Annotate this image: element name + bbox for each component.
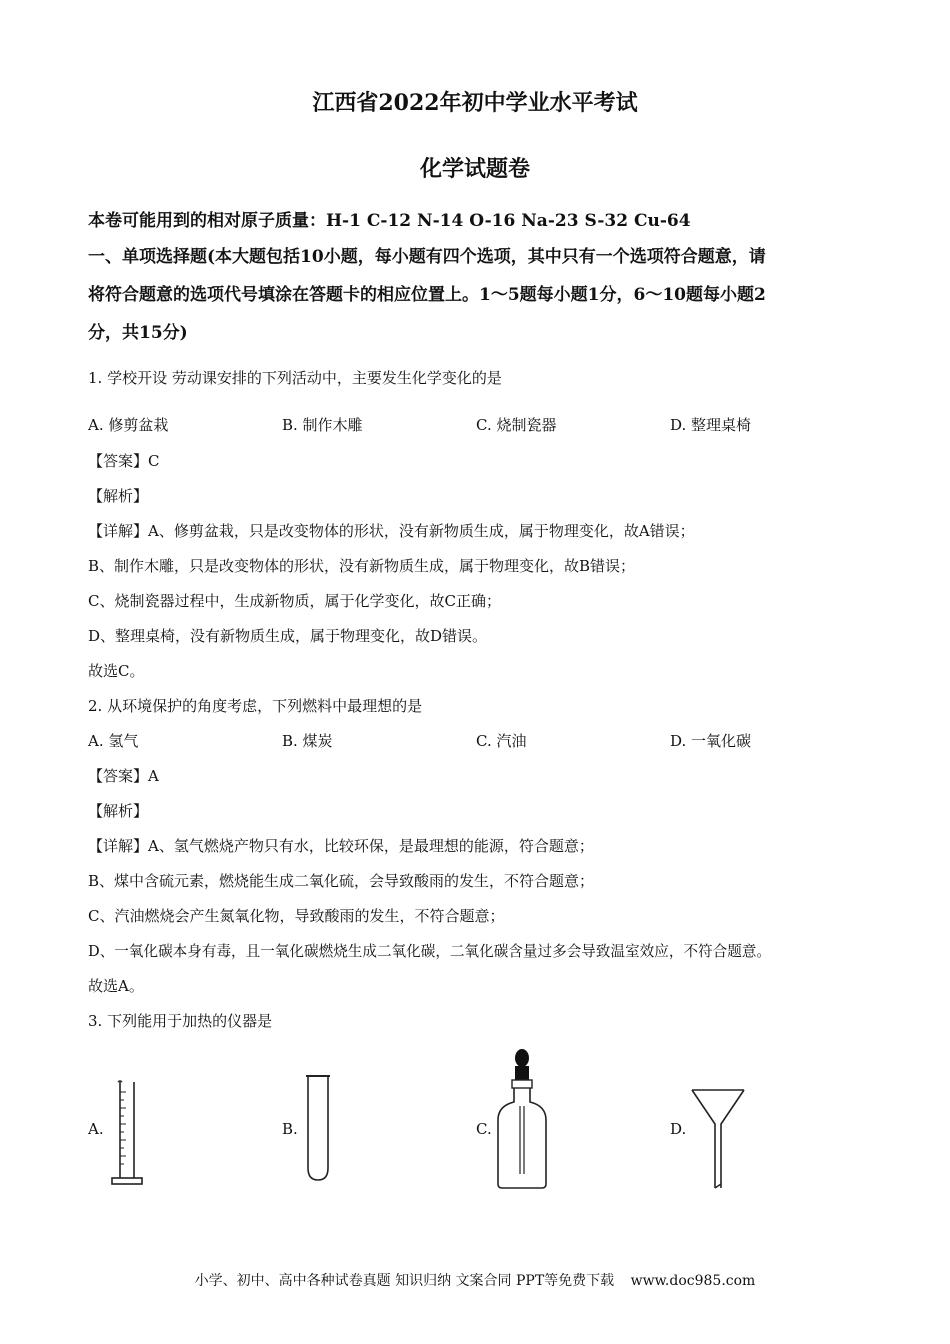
q2-detail-line: D、一氧化碳本身有毒，且一氧化碳燃烧生成二氧化碳，二氧化碳含量过多会导致温室效应，不符合题意。 bbox=[88, 943, 772, 960]
q1-stem: 1. 学校开设 劳动课安排的下列活动中，主要发生化学变化的是 bbox=[88, 369, 502, 387]
graduated-cylinder-illustration bbox=[106, 1078, 146, 1190]
funnel-illustration bbox=[688, 1084, 748, 1192]
q1-option-d: D. 整理桌椅 bbox=[670, 416, 752, 434]
q2-option-b: B. 煤炭 bbox=[282, 732, 333, 750]
q2-detail-line: C、汽油燃烧会产生氮氧化物，导致酸雨的发生，不符合题意； bbox=[88, 907, 505, 925]
q1-detail-line: 【详解】A、修剪盆栽，只是改变物体的形状，没有新物质生成，属于物理变化，故A错误； bbox=[88, 522, 695, 540]
q1-detail-line: B、制作木雕，只是改变物体的形状，没有新物质生成，属于物理变化，故B错误； bbox=[88, 557, 636, 575]
q1-conclusion: 故选C。 bbox=[88, 662, 145, 680]
q2-detail-line: B、煤中含硫元素，燃烧能生成二氧化硫，会导致酸雨的发生，不符合题意； bbox=[88, 872, 595, 890]
section-instructions-line-3: 分，共15分) bbox=[88, 323, 188, 343]
q1-option-c: C. 烧制瓷器 bbox=[476, 416, 557, 434]
q2-stem: 2. 从环境保护的角度考虑，下列燃料中最理想的是 bbox=[88, 697, 423, 715]
q2-analysis-label: 【解析】 bbox=[88, 802, 149, 820]
test-tube-illustration bbox=[300, 1072, 336, 1184]
q2-option-c: C. 汽油 bbox=[476, 732, 527, 750]
q1-answer: 【答案】C bbox=[88, 452, 160, 470]
exam-subtitle: 化学试题卷 bbox=[419, 156, 530, 182]
footer-url[interactable]: www.doc985.com bbox=[630, 1273, 756, 1289]
atomic-masses: 本卷可能用到的相对原子质量：H-1 C-12 N-14 O-16 Na-23 S-32 Cu-64 bbox=[88, 211, 691, 231]
q3-option-c-label: C. bbox=[476, 1120, 492, 1138]
q2-option-a: A. 氢气 bbox=[88, 732, 139, 750]
q2-detail-line: 【详解】A、氢气燃烧产物只有水，比较环保，是最理想的能源，符合题意； bbox=[88, 837, 594, 855]
q1-option-b: B. 制作木雕 bbox=[282, 416, 363, 434]
footer bbox=[0, 1270, 950, 1290]
exam-title: 江西省2022年初中学业水平考试 bbox=[312, 90, 638, 116]
q2-conclusion: 故选A。 bbox=[88, 977, 144, 995]
section-instructions-line-2: 将符合题意的选项代号填涂在答题卡的相应位置上。1～5题每小题1分，6～10题每小题2 bbox=[88, 285, 766, 305]
q3-option-d-label: D. bbox=[670, 1120, 687, 1138]
section-instructions-line-1: 一、单项选择题(本大题包括10小题，每小题有四个选项，其中只有一个选项符合题意，请 bbox=[88, 247, 766, 267]
q2-answer: 【答案】A bbox=[88, 767, 159, 785]
q3-stem: 3. 下列能用于加热的仪器是 bbox=[88, 1012, 273, 1030]
q1-option-a: A. 修剪盆栽 bbox=[88, 416, 169, 434]
q1-analysis-label: 【解析】 bbox=[88, 487, 149, 505]
footer-text: 小学、初中、高中各种试卷真题 知识归纳 文案合同 PPT等免费下载 bbox=[194, 1273, 615, 1289]
q2-option-d: D. 一氧化碳 bbox=[670, 732, 752, 750]
q3-option-a-label: A. bbox=[88, 1120, 104, 1138]
q1-detail-line: C、烧制瓷器过程中，生成新物质，属于化学变化，故C正确； bbox=[88, 592, 501, 610]
q1-detail-line: D、整理桌椅，没有新物质生成，属于物理变化，故D错误。 bbox=[88, 627, 488, 645]
dropper-bottle-illustration bbox=[492, 1046, 552, 1192]
q3-option-b-label: B. bbox=[282, 1120, 298, 1138]
